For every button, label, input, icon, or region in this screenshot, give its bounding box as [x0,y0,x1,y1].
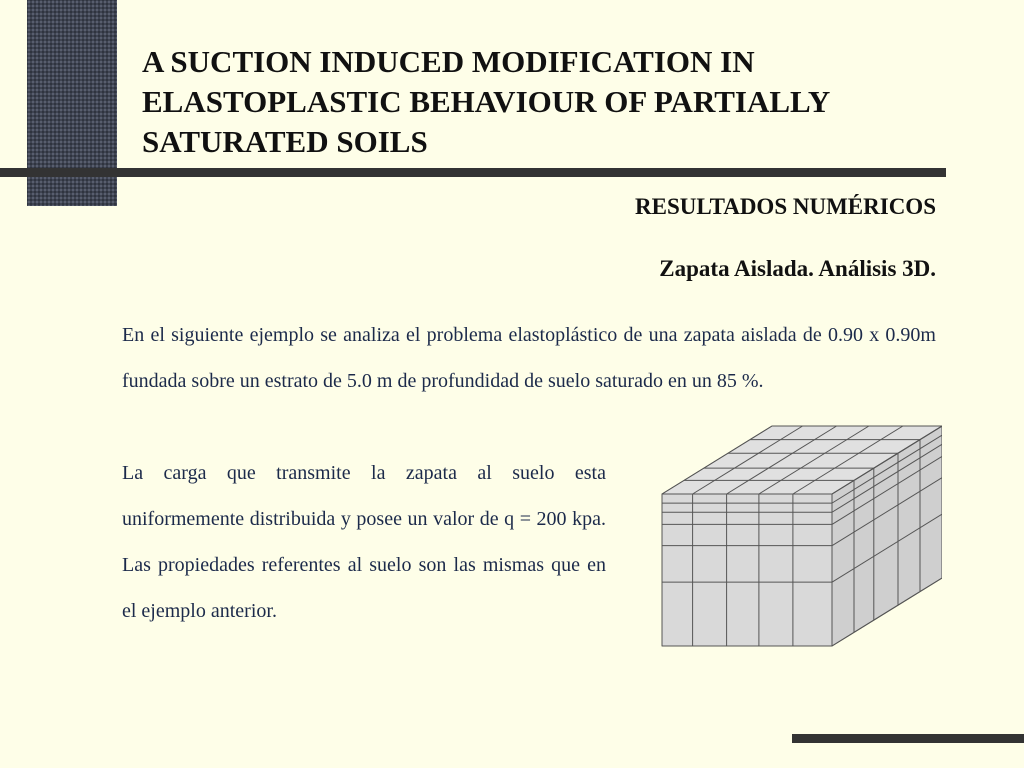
footer-divider [792,734,1024,743]
title-divider [0,168,946,177]
slide-title: A SUCTION INDUCED MODIFICATION IN ELASTOPLASTIC BEHAVIOUR OF PARTIALLY SATURATED SOILS [142,44,830,159]
section-heading: RESULTADOS NUMÉRICOS [635,194,936,219]
mesh-face [662,494,832,646]
load-paragraph: La carga que transmite la zapata al suelo esta uniformemente distribuida y posee un valor de q = 200 kpa. Las propiedades referentes al suelo son las mismas que en el ejemplo anterior. [122,462,606,622]
intro-paragraph: En el siguiente ejemplo se analiza el problema elastoplástico de una zapata aislada de 0.90 x 0.90m fundada sobre un estrato de 5.0 m de profundidad de suelo saturado en un 85 %. [122,324,936,392]
finite-element-mesh-cube [652,418,942,694]
subsection-heading: Zapata Aislada. Análisis 3D. [659,256,936,281]
